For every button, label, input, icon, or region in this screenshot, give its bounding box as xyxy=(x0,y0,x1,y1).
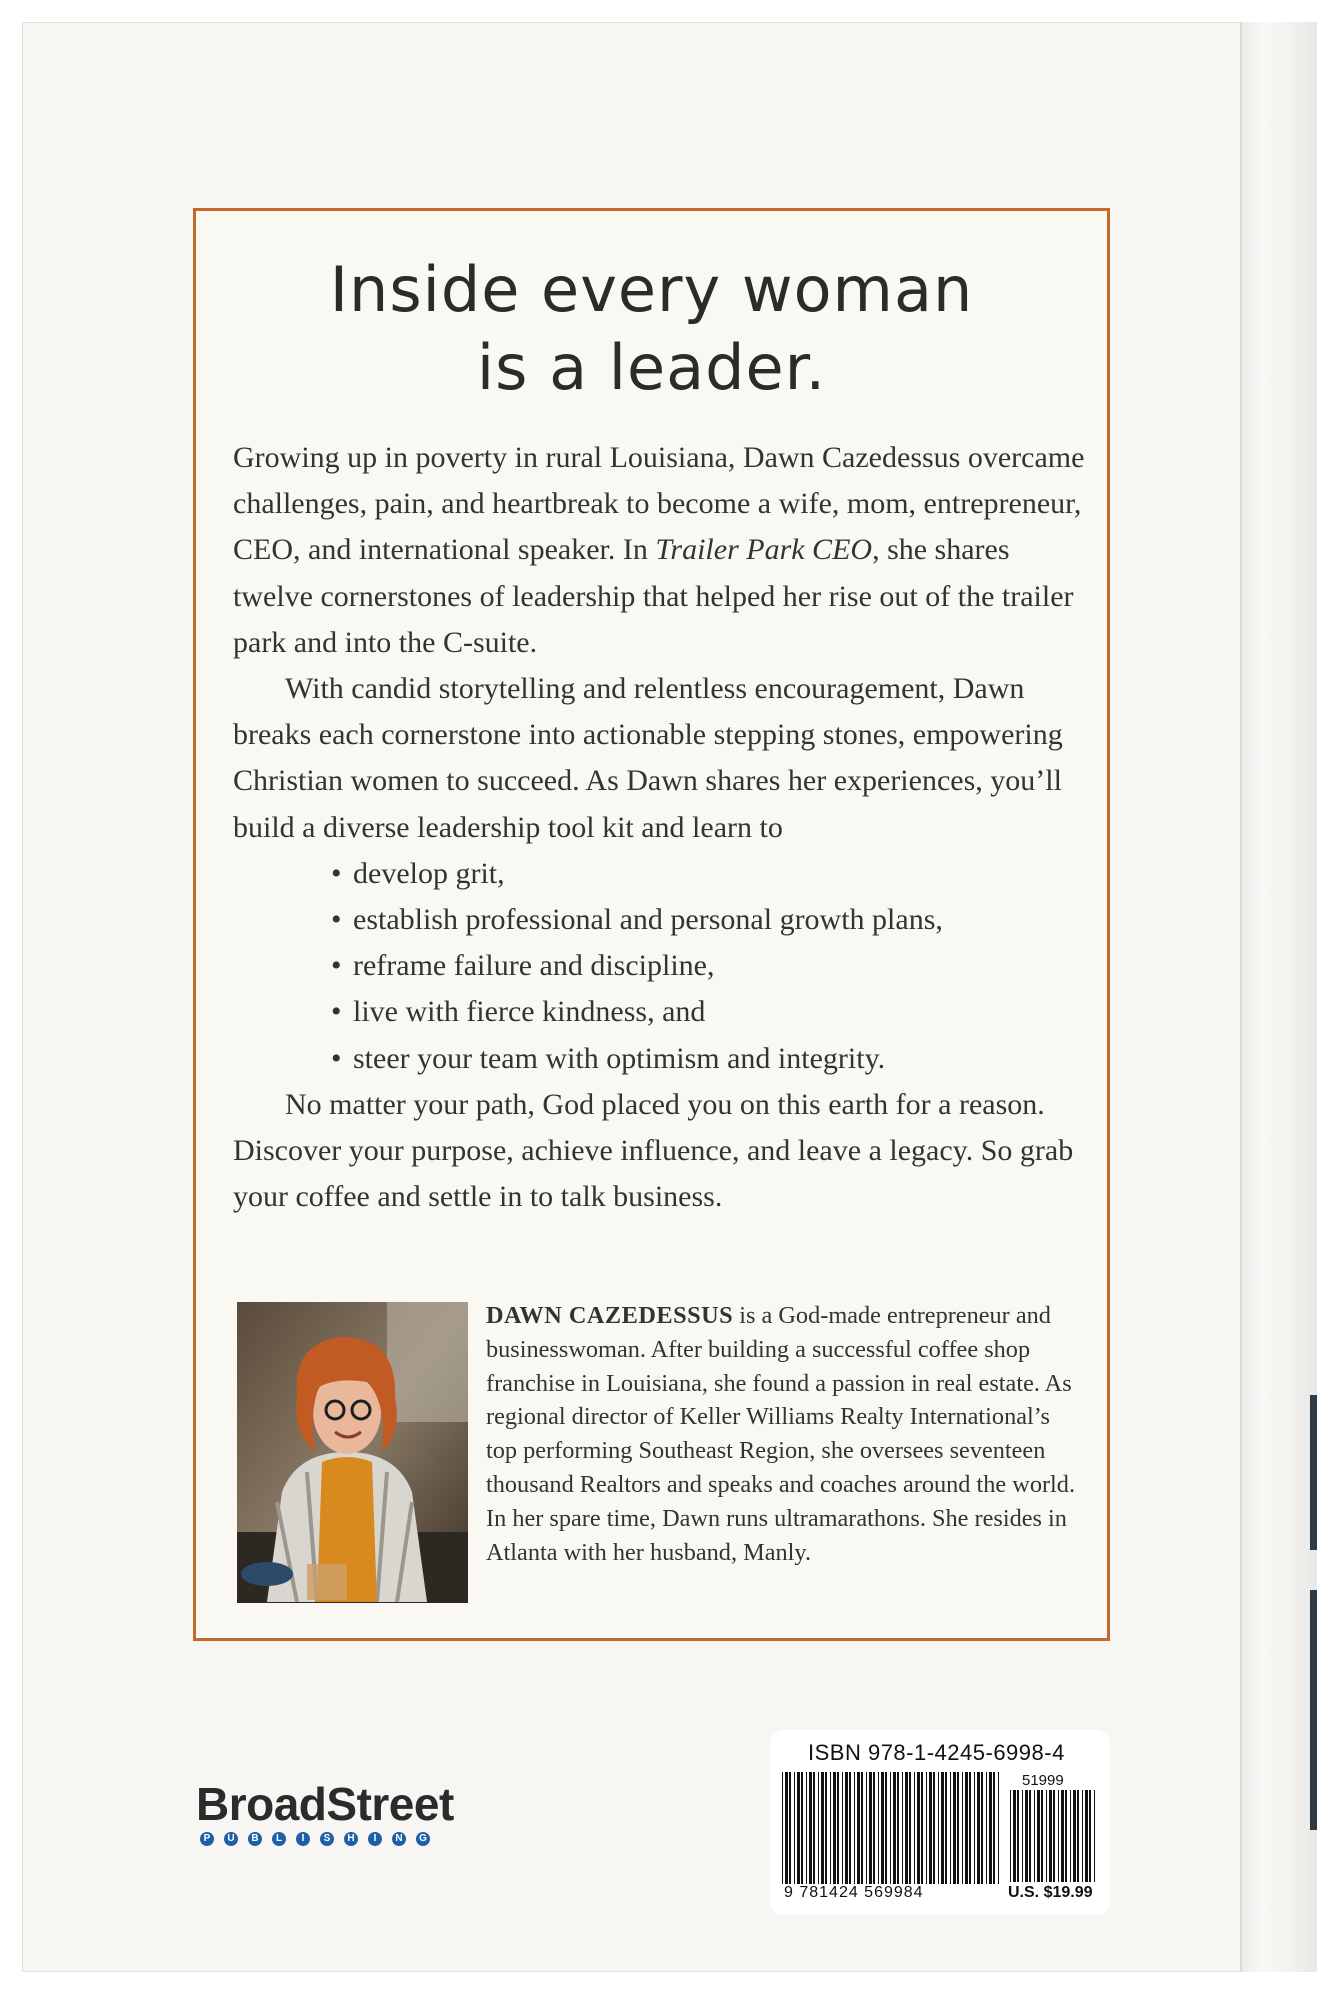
barcode-bar xyxy=(809,1772,812,1884)
barcode-bar xyxy=(909,1772,911,1884)
paragraph-1 xyxy=(233,435,1089,666)
barcode-bar xyxy=(873,1772,875,1884)
barcode-bar xyxy=(986,1772,987,1884)
book-title: Trailer Park CEO xyxy=(655,533,873,567)
barcode-bar xyxy=(902,1772,903,1884)
barcode-bar xyxy=(998,1772,999,1884)
bullet-item: • steer your team with optimism and integrity. xyxy=(331,1036,1089,1082)
barcode-bar xyxy=(885,1772,887,1884)
paragraph-2: With candid storytelling and relentless encouragement, Dawn breaks each cornerstone into actionable stepping stones, empowering Christian women to succeed. As Dawn shares her experiences, you’ll build a diverse leadership tool kit and learn to xyxy=(233,672,1063,844)
barcode-bar xyxy=(861,1772,863,1884)
paragraph-3: No matter your path, God placed you on this earth for a reason. Discover your purpose, achieve influence, and leave a legacy. So grab your coffee and settle in to talk business. xyxy=(233,1087,1074,1214)
barcode-bar xyxy=(917,1772,920,1884)
barcode-bar xyxy=(1037,1790,1040,1882)
barcode-bar xyxy=(1053,1790,1055,1882)
barcode-bar xyxy=(866,1772,867,1884)
barcode-bar xyxy=(794,1772,795,1884)
barcode-bar xyxy=(830,1772,831,1884)
barcode-addon: 51999 xyxy=(1022,1772,1064,1789)
barcode-bar xyxy=(854,1772,855,1884)
barcode-bar xyxy=(837,1772,839,1884)
blurb-panel xyxy=(193,208,1110,1641)
barcode-bar xyxy=(789,1772,791,1884)
barcode-bar xyxy=(1061,1790,1064,1882)
publisher-letter: I xyxy=(368,1832,382,1846)
author-bio-text: is a God-made entrepreneur and businesswoman. After building a successful coffee shop franchise in Louisiana, she found a passion in real estate. As regional director of Keller Williams Realty International’s top performing Southeast Region, she oversees seventeen thousand Realtors and speaks and coaches around the world. In her spare time, Dawn runs ultramarathons. She resides in Atlanta with her husband, Manly. xyxy=(486,1302,1076,1566)
publisher-name: BroadStreet xyxy=(196,1778,454,1830)
barcode-bar xyxy=(941,1772,944,1884)
barcode-bar xyxy=(929,1772,932,1884)
barcode-bar xyxy=(845,1772,848,1884)
barcode-bar xyxy=(1046,1790,1047,1882)
author-photo xyxy=(237,1302,468,1603)
barcode-bar xyxy=(825,1772,827,1884)
publisher-letter: S xyxy=(320,1832,334,1846)
spine-edge-mark xyxy=(1310,1395,1317,1550)
barcode-bar xyxy=(821,1772,824,1884)
barcode-bar xyxy=(905,1772,908,1884)
barcode-bar xyxy=(881,1772,884,1884)
barcode-bar xyxy=(1070,1790,1071,1882)
barcode-bar xyxy=(806,1772,807,1884)
publisher-logo xyxy=(196,1780,454,1846)
barcode-bar xyxy=(1082,1790,1083,1882)
barcode-bar xyxy=(1077,1790,1079,1882)
barcode-bar xyxy=(1058,1790,1059,1882)
barcode-bar xyxy=(785,1772,788,1884)
publisher-letter: U xyxy=(224,1832,238,1846)
barcode-bar xyxy=(842,1772,843,1884)
paragraph-1-rest: , she shares twelve cornerstones of leadership that helped her rise out of the trailer park and into the C-suite. xyxy=(233,533,1074,659)
bullet-item: • establish professional and personal growth plans, xyxy=(331,897,1089,943)
barcode-bar xyxy=(801,1772,803,1884)
barcode-bar xyxy=(878,1772,879,1884)
barcode-bar xyxy=(1010,1790,1011,1882)
barcode-bar xyxy=(989,1772,992,1884)
barcode-bar xyxy=(926,1772,927,1884)
barcode-bars xyxy=(782,1772,1004,1884)
barcode-bar xyxy=(1073,1790,1076,1882)
publisher-letter: L xyxy=(272,1832,286,1846)
barcode-bar xyxy=(933,1772,935,1884)
headline-line: Inside every woman xyxy=(329,253,974,326)
publisher-letter: N xyxy=(392,1832,406,1846)
barcode-bar xyxy=(893,1772,896,1884)
publisher-letter: H xyxy=(344,1832,358,1846)
headline-line: is a leader. xyxy=(476,331,827,404)
barcode-digits: 9 781424 569984 xyxy=(784,1884,924,1901)
barcode-bar xyxy=(974,1772,975,1884)
author-bio xyxy=(486,1299,1086,1569)
publisher-letter: G xyxy=(416,1832,430,1846)
price: U.S. $19.99 xyxy=(1008,1884,1093,1901)
barcode-bar xyxy=(957,1772,959,1884)
barcode-bar xyxy=(1034,1790,1035,1882)
bullet-item: • develop grit, xyxy=(331,851,1089,897)
bullet-list xyxy=(233,851,1089,1082)
barcode-bar xyxy=(797,1772,800,1884)
barcode-bar xyxy=(1025,1790,1028,1882)
barcode-bar xyxy=(969,1772,971,1884)
barcode-bar xyxy=(1017,1790,1019,1882)
barcode-bar xyxy=(965,1772,968,1884)
barcode-bar xyxy=(890,1772,891,1884)
barcode-bar xyxy=(953,1772,956,1884)
barcode-bar xyxy=(833,1772,836,1884)
spine-hinge xyxy=(1240,22,1242,1972)
barcode-bar xyxy=(1094,1790,1095,1882)
barcode-bar xyxy=(818,1772,819,1884)
barcode-bar xyxy=(1041,1790,1043,1882)
publisher-subtitle xyxy=(200,1832,454,1846)
publisher-letter: I xyxy=(296,1832,310,1846)
spine-edge-mark xyxy=(1310,1590,1317,1830)
barcode-bar xyxy=(782,1772,783,1884)
barcode-sticker xyxy=(770,1730,1110,1915)
barcode-bar xyxy=(921,1772,923,1884)
barcode-bar xyxy=(938,1772,939,1884)
barcode-bar xyxy=(1065,1790,1067,1882)
barcode-bar xyxy=(1029,1790,1031,1882)
barcode-bar xyxy=(849,1772,851,1884)
barcode-bar xyxy=(1022,1790,1023,1882)
barcode-bar xyxy=(869,1772,872,1884)
barcode-bar xyxy=(993,1772,995,1884)
barcode-bar xyxy=(1089,1790,1091,1882)
barcode-bar xyxy=(1085,1790,1088,1882)
paragraph-1-lead: Growing up in poverty in rural Louisiana, Dawn Cazedessus overcame challenges, pain, and heartbreak to become a wife, mom, entrepreneur, CEO, and international speaker. In xyxy=(233,441,1085,567)
barcode-bar xyxy=(1013,1790,1016,1882)
isbn-number: ISBN 978-1-4245-6998-4 xyxy=(808,1740,1065,1765)
barcode-bar xyxy=(950,1772,951,1884)
barcode-bar xyxy=(813,1772,815,1884)
barcode-addon-bars xyxy=(1010,1790,1100,1882)
bullet-item: • reframe failure and discipline, xyxy=(331,943,1089,989)
author-name: DAWN CAZEDESSUS xyxy=(486,1302,734,1329)
book-spine xyxy=(1240,22,1317,1972)
barcode-bar xyxy=(981,1772,983,1884)
barcode-bar xyxy=(897,1772,899,1884)
publisher-letter: B xyxy=(248,1832,262,1846)
headline xyxy=(196,251,1107,407)
barcode-bar xyxy=(914,1772,915,1884)
barcode-bar xyxy=(962,1772,963,1884)
barcode-bar xyxy=(857,1772,860,1884)
publisher-letter: P xyxy=(200,1832,214,1846)
barcode-bar xyxy=(945,1772,947,1884)
barcode-bar xyxy=(1049,1790,1052,1882)
barcode-bar xyxy=(977,1772,980,1884)
bullet-item: • live with fierce kindness, and xyxy=(331,989,1089,1035)
blurb-body xyxy=(233,435,1089,1220)
